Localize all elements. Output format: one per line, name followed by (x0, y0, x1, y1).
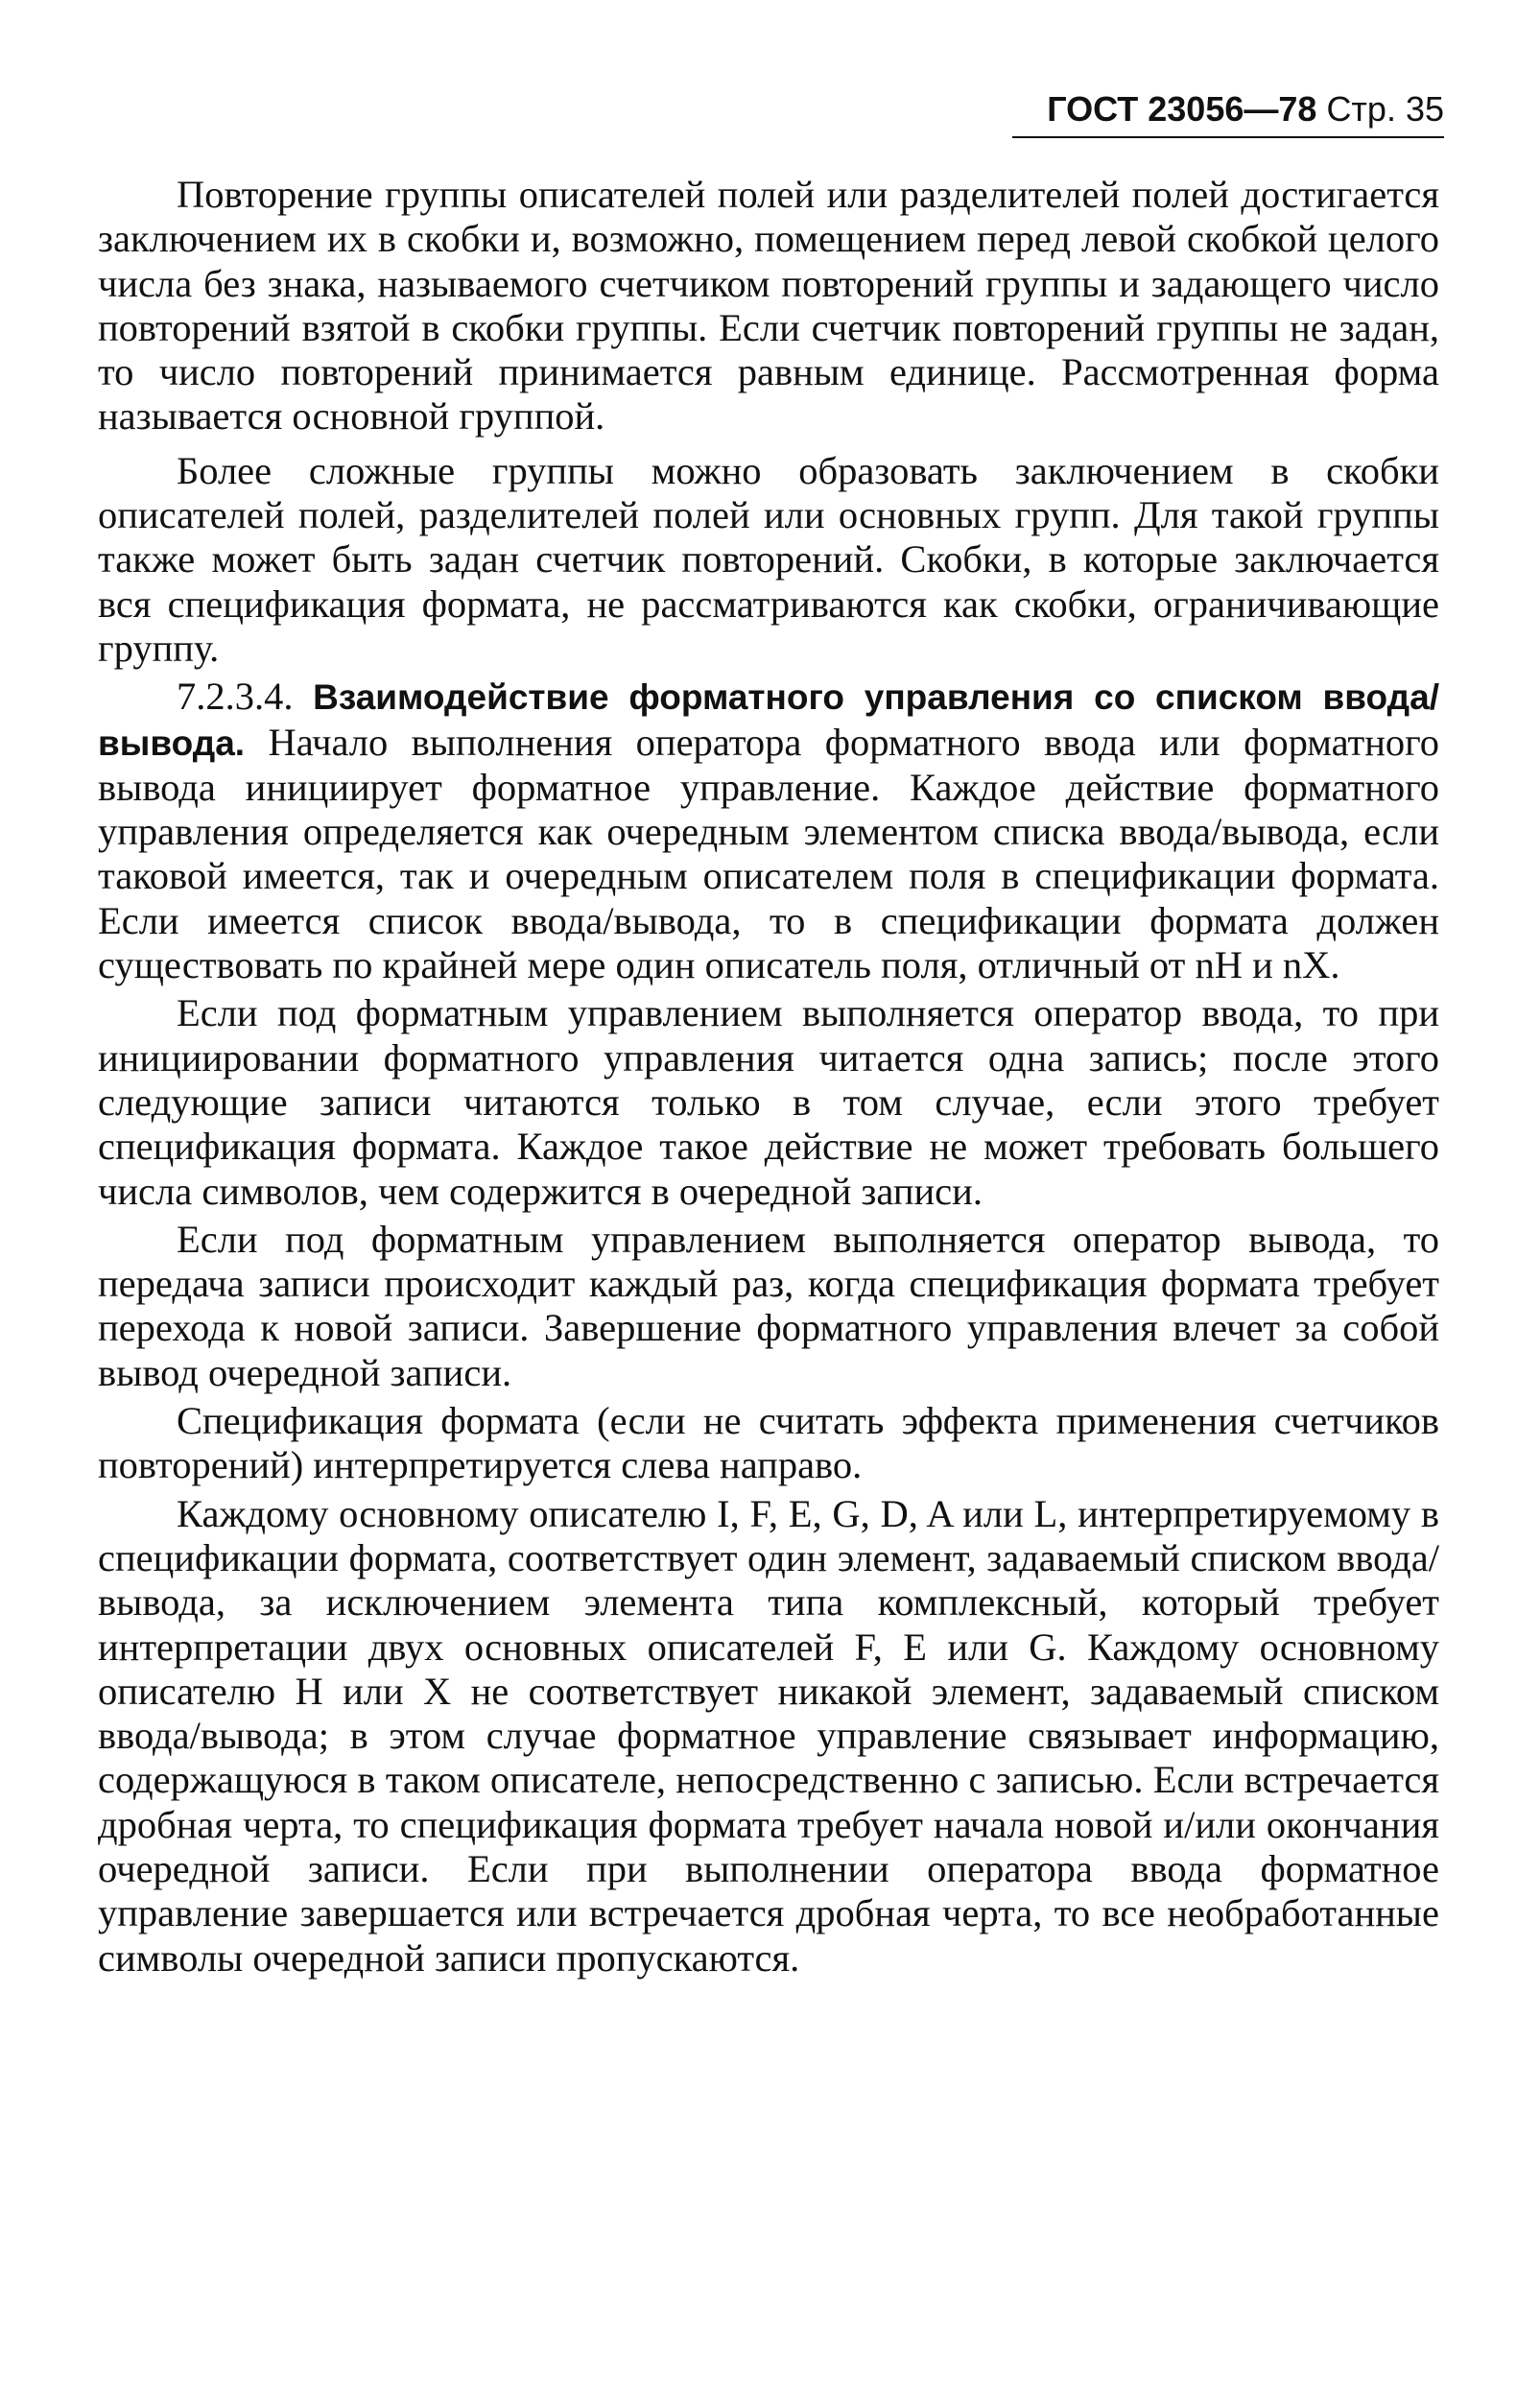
header-rule (1012, 136, 1444, 138)
paragraph-text: Если под форматным управлением выполняется оператор ввода, то при инициировании форматного управления читается одна запись; после этого следующие записи читаются только в том случае, если этого требует спецификация формата. Каждое такое действие не может требовать большего числа символов, чем содержится в очередной записи. (98, 991, 1439, 1213)
paragraph (98, 1399, 1439, 1488)
paragraph (98, 449, 1439, 671)
section-paragraph (98, 675, 1439, 987)
standard-designation: ГОСТ 23056—78 (1047, 89, 1317, 129)
paragraph-text: Повторение группы описателей полей или разделителей полей достигается заключением их в скобки и, возможно, помещением перед левой скобкой целого числа без знака, называемого счетчиком повторений группы и задающего число повторений взятой в скобки группы. Если счетчик повторений группы не задан, то число повторений принимается равным единице. Рассмотренная форма называется основной группой. (98, 173, 1439, 439)
paragraph-text: Спецификация формата (если не считать эффекта применения счетчиков повторений) интерпретируется слева направо. (98, 1399, 1439, 1487)
page-number: Стр. 35 (1326, 89, 1444, 129)
section-title: Взаимодействие форматного управления со списком ввода/вывода. (98, 677, 1440, 763)
paragraph (98, 1218, 1439, 1395)
running-header (1012, 88, 1444, 130)
paragraph-text: Если под форматным управлением выполняется оператор вывода, то передача записи происходит каждый раз, когда спецификация формата требует перехода к новой записи. Завершение форматного управления влечет за собой вывод очередной записи. (98, 1217, 1439, 1394)
paragraph-text: Более сложные группы можно образовать заключением в скобки описателей полей, разделителей полей или основных групп. Для такой группы также может быть задан счетчик повторений. Скобки, в которые заключается вся спецификация формата, не рассматриваются как скобки, ограничивающие группу. (98, 448, 1439, 670)
paragraph (98, 173, 1439, 439)
paragraph-text: Начало выполнения оператора форматного ввода или форматного вывода инициирует форматное управление. Каждое действие форматного управления определяется как очередным элементом списка ввода/вывода, если таковой имеется, так и очередным описателем поля в спецификации формата. Если имеется список ввода/вывода, то в спецификации формата должен существовать по крайней мере один описатель поля, отличный от nH и nX. (98, 720, 1439, 987)
paragraph-text: Каждому основному описателю I, F, E, G, D, A или L, интерпретируемому в спецификации формата, соответствует один элемент, задаваемый списком ввода/вывода, за исключением элемента типа комплексный, который требует интерпретации двух основных описателей F, E или G. Каждому основному описателю H или X не соответствует никакой элемент, задаваемый списком ввода/вывода; в этом случае форматное управление связывает информацию, содержащуюся в таком описателе, непосредственно с записью. Если встречается дробная черта, то спецификация формата требует начала новой и/или окончания очередной записи. Если при выполнении оператора ввода форматное управление завершается или встречается дробная черта, то все необработанные символы очередной записи пропускаются. (98, 1491, 1439, 1980)
paragraph (98, 991, 1439, 1213)
body-text (98, 173, 1439, 1981)
paragraph (98, 1492, 1439, 1981)
section-number: 7.2.3.4. (177, 675, 294, 719)
